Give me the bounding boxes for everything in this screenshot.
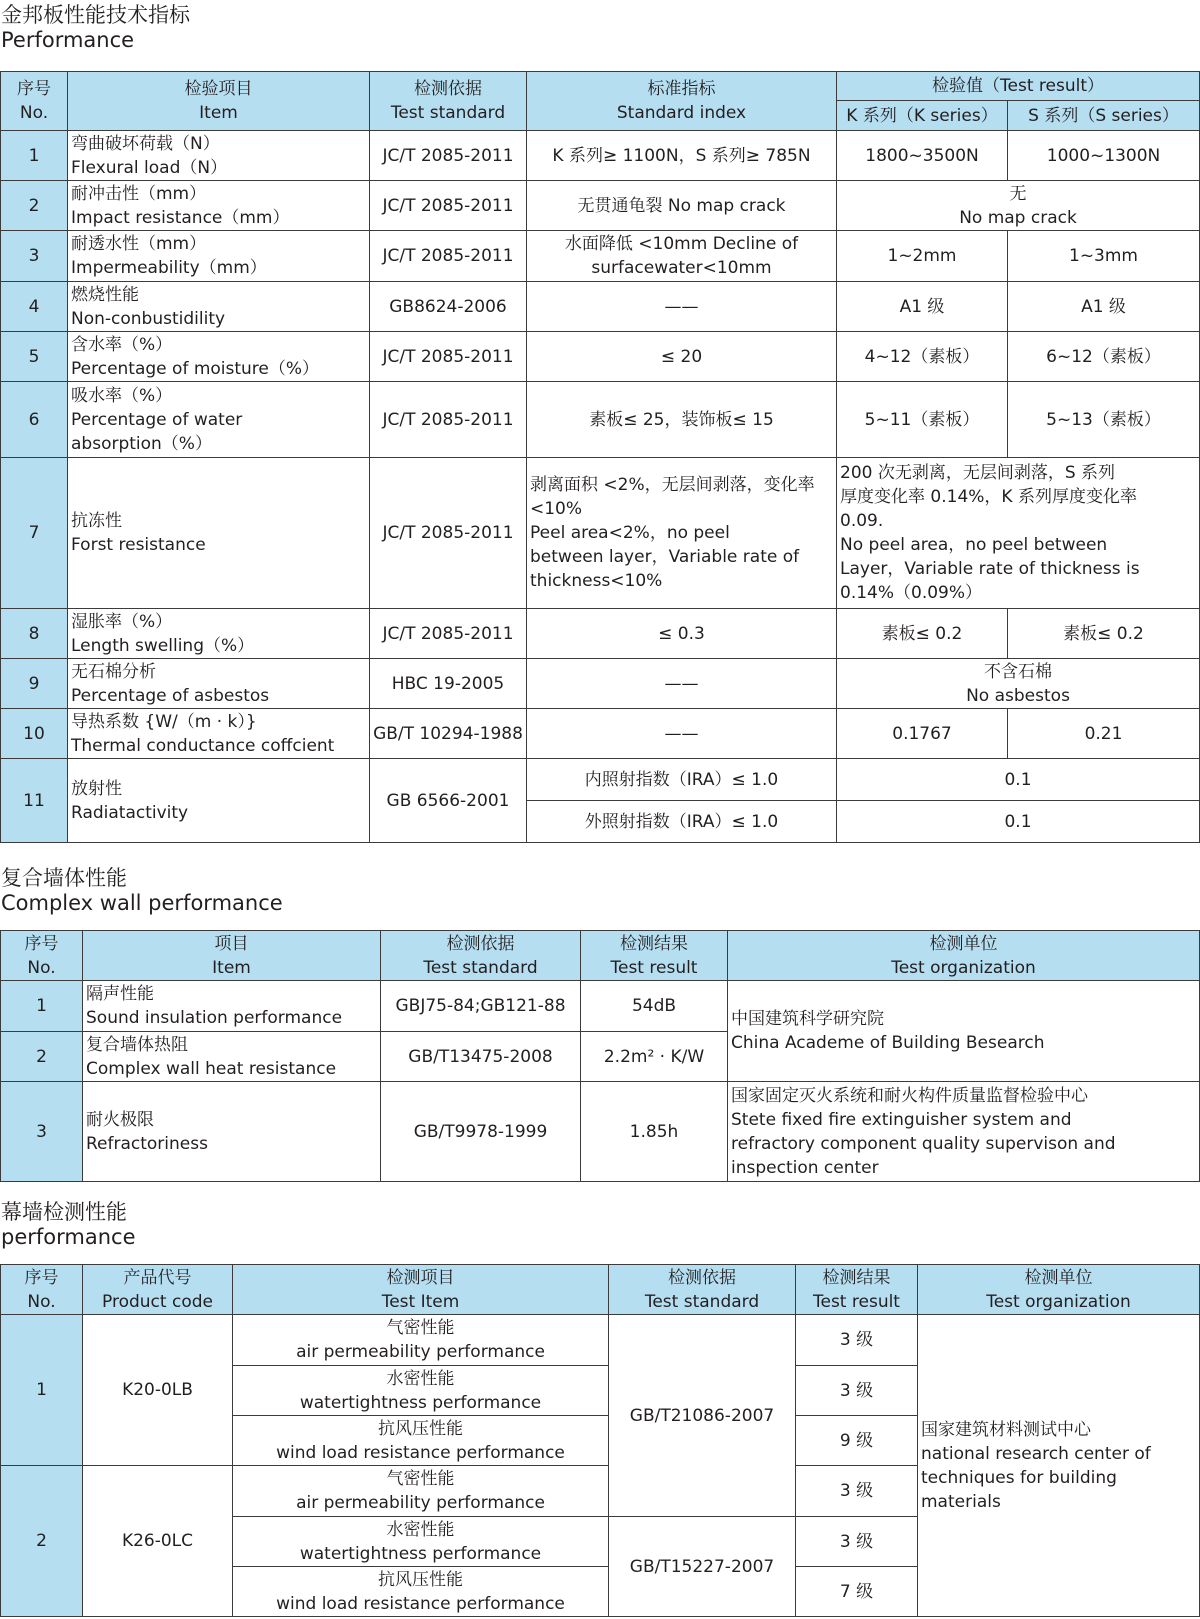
section-title-zh: 金邦板性能技术指标 — [1, 3, 190, 27]
header-index-en: Standard index — [616, 103, 747, 123]
row-item — [68, 332, 370, 382]
row-standard: JC/T 2085-2011 — [370, 458, 527, 609]
row-test-item — [233, 1366, 609, 1416]
header-standard-zh: 检测依据 — [414, 79, 482, 99]
header-org-zh: 检测单位 — [929, 933, 998, 954]
row-item — [68, 759, 370, 843]
row-item — [68, 382, 370, 458]
item-en: Complex wall heat resistance — [86, 1058, 337, 1079]
item-en: watertightness performance — [299, 1392, 542, 1413]
table-row — [1, 609, 1200, 659]
row-standard: JC/T 2085-2011 — [370, 332, 527, 382]
item-en: Percentage of asbestos — [71, 685, 270, 706]
row-no: 1 — [1, 981, 83, 1032]
row-index: 内照射指数（IRA）≤ 1.0 — [527, 759, 837, 801]
performance-table — [0, 71, 1200, 843]
header-item-en: Item — [199, 103, 238, 123]
result-line: 200 次无剥离，无层间剥落，S 系列 — [840, 463, 1116, 483]
item-en: Impact resistance（mm） — [71, 207, 290, 228]
row-merged-result — [837, 458, 1200, 609]
item-en: Radiatactivity — [71, 802, 189, 823]
header-result-zh: 检测结果 — [620, 933, 688, 954]
item-en: Refractoriness — [86, 1133, 208, 1154]
row-item — [83, 1082, 381, 1182]
header-result-zh: 检测结果 — [822, 1267, 891, 1288]
header-no — [1, 1265, 83, 1315]
complex-wall-table — [0, 930, 1200, 1182]
row-index: —— — [527, 659, 837, 709]
item-zh: 无石棉分析 — [71, 661, 156, 682]
header-org — [918, 1265, 1200, 1315]
item-zh: 耐透水性（mm） — [71, 234, 207, 254]
row-s-result: 5~13（素板） — [1008, 382, 1200, 458]
row-item — [83, 981, 381, 1032]
header-no-en: No. — [27, 1291, 56, 1312]
row-k-result: 4~12（素板） — [837, 332, 1008, 382]
header-org — [728, 931, 1200, 981]
row-result: 3 级 — [796, 1517, 918, 1567]
org-en: inspection center — [731, 1157, 879, 1178]
header-org-en: Test organization — [986, 1291, 1131, 1312]
result-line: 0.14%（0.09%） — [840, 583, 983, 603]
item-en: Impermeability（mm） — [71, 258, 267, 278]
header-code — [83, 1265, 233, 1315]
section-title-en: Complex wall performance — [1, 891, 283, 916]
item-zh: 耐火极限 — [86, 1109, 154, 1130]
item-en: Percentage of moisture（%） — [71, 358, 320, 379]
table-row — [1, 759, 1200, 801]
row-index — [527, 231, 837, 282]
row-index: K 系列≥ 1100N，S 系列≥ 785N — [527, 131, 837, 181]
header-item — [68, 72, 370, 131]
item-zh: 抗风压性能 — [378, 1418, 463, 1439]
row-standard: GBJ75-84;GB121-88 — [381, 981, 581, 1032]
index-line: 剥离面积 <2%，无层间剥落，变化率 — [530, 475, 815, 495]
row-item — [68, 458, 370, 609]
row-no: 10 — [1, 709, 68, 759]
result-zh: 无 — [1009, 183, 1027, 204]
item-zh: 水密性能 — [386, 1368, 455, 1389]
row-index: ≤ 20 — [527, 332, 837, 382]
row-k-result: 1800~3500N — [837, 131, 1008, 181]
section-title-en: performance — [1, 1225, 136, 1250]
item-zh: 水密性能 — [386, 1519, 455, 1540]
row-result: 54dB — [581, 981, 728, 1032]
row-no: 1 — [1, 131, 68, 181]
org-en: national research center of — [921, 1443, 1151, 1464]
row-merged-result — [837, 181, 1200, 231]
org-zh: 国家建筑材料测试中心 — [921, 1419, 1091, 1440]
header-standard-en: Test standard — [423, 957, 538, 978]
row-test-item — [233, 1567, 609, 1617]
row-k-result: 素板≤ 0.2 — [837, 609, 1008, 659]
item-zh: 抗冻性 — [71, 511, 122, 531]
item-zh: 抗风压性能 — [378, 1569, 463, 1590]
table-row — [1, 981, 1200, 1032]
curtain-wall-table — [0, 1264, 1200, 1617]
row-test-item — [233, 1517, 609, 1567]
item-en: Flexural load（N） — [71, 157, 228, 178]
org-en: Stete fixed fire extinguisher system and — [731, 1109, 1072, 1130]
org-en: refractory component quality supervison and — [731, 1133, 1116, 1154]
item-zh: 燃烧性能 — [71, 284, 139, 305]
result-line: No peel area，no peel between — [840, 535, 1108, 555]
header-org-en: Test organization — [891, 957, 1036, 978]
row-no: 7 — [1, 458, 68, 609]
row-result: 7 级 — [796, 1567, 918, 1617]
index-line: between layer，Variable rate of — [530, 547, 800, 567]
item-zh: 复合墙体热阻 — [86, 1034, 188, 1055]
item-en: Sound insulation performance — [86, 1008, 343, 1028]
header-result-en: Test result — [813, 1291, 900, 1312]
header-result — [796, 1265, 918, 1315]
index-line: <10% — [530, 499, 583, 519]
row-item — [68, 609, 370, 659]
header-no-zh: 序号 — [24, 1267, 59, 1288]
section-title-performance — [1, 3, 190, 53]
result-line: 0.09. — [840, 511, 884, 531]
row-test-item — [233, 1416, 609, 1466]
header-no-zh: 序号 — [17, 79, 51, 99]
org-en: materials — [921, 1491, 1001, 1512]
org-en: China Academe of Building Besearch — [731, 1033, 1045, 1053]
item-zh: 导热系数 {W/（m · k）} — [71, 711, 257, 732]
row-s-result: 素板≤ 0.2 — [1008, 609, 1200, 659]
index-line: 水面降低 <10mm Decline of — [564, 234, 799, 254]
org-en: techniques for building — [921, 1467, 1117, 1488]
item-en: Non-conbustidility — [71, 308, 226, 329]
item-en: Percentage of water — [71, 409, 243, 430]
header-no — [1, 931, 83, 981]
item-en: wind load resistance performance — [276, 1593, 565, 1614]
header-item — [83, 931, 381, 981]
section-title-zh: 复合墙体性能 — [1, 866, 127, 890]
section-title-curtain-wall — [1, 1200, 136, 1250]
row-standard: GB 6566-2001 — [370, 759, 527, 843]
row-standard: JC/T 2085-2011 — [370, 382, 527, 458]
header-code-en: Product code — [102, 1291, 213, 1312]
header-item-zh: 项目 — [214, 933, 249, 954]
header-item-zh: 检测项目 — [386, 1267, 455, 1288]
row-item — [68, 282, 370, 332]
row-no: 8 — [1, 609, 68, 659]
row-standard: GB/T15227-2007 — [609, 1517, 796, 1617]
row-standard: JC/T 2085-2011 — [370, 231, 527, 282]
row-no: 2 — [1, 1032, 83, 1082]
item-en: Length swelling（%） — [71, 635, 255, 656]
row-standard: JC/T 2085-2011 — [370, 131, 527, 181]
row-s-result: 1000~1300N — [1008, 131, 1200, 181]
table-row — [1, 458, 1200, 609]
row-org — [728, 981, 1200, 1082]
table-row — [1, 659, 1200, 709]
row-test-item — [233, 1466, 609, 1517]
row-result: 3 级 — [796, 1315, 918, 1366]
header-standard — [609, 1265, 796, 1315]
header-standard — [370, 72, 527, 131]
row-s-result: A1 级 — [1008, 282, 1200, 332]
header-index — [527, 72, 837, 131]
header-standard-en: Test standard — [390, 103, 506, 123]
row-item — [68, 231, 370, 282]
table-row — [1, 282, 1200, 332]
result-line: Layer，Variable rate of thickness is — [840, 559, 1140, 579]
row-s-result: 0.21 — [1008, 709, 1200, 759]
table-row — [1, 1082, 1200, 1182]
result-line: 厚度变化率 0.14%，K 系列厚度变化率 — [840, 487, 1137, 507]
row-test-item — [233, 1315, 609, 1366]
row-index — [527, 458, 837, 609]
row-standard: GB/T21086-2007 — [609, 1315, 796, 1517]
row-result: 3 级 — [796, 1466, 918, 1517]
index-line: thickness<10% — [530, 571, 663, 591]
section-title-complex-wall — [1, 866, 283, 916]
row-standard: GB/T9978-1999 — [381, 1082, 581, 1182]
row-s-result: 6~12（素板） — [1008, 332, 1200, 382]
result-en: No map crack — [959, 207, 1077, 228]
table-row — [1, 332, 1200, 382]
header-k-series: K 系列（K series） — [837, 101, 1008, 131]
row-org — [728, 1082, 1200, 1182]
row-result: 3 级 — [796, 1366, 918, 1416]
item-zh: 放射性 — [71, 778, 122, 799]
header-result: 检验值（Test result） — [837, 72, 1200, 101]
row-index: 无贯通龟裂 No map crack — [527, 181, 837, 231]
row-result: 9 级 — [796, 1416, 918, 1466]
header-item-en: Test Item — [381, 1291, 460, 1312]
row-merged-result: 0.1 — [837, 801, 1200, 843]
section-title-en: Performance — [1, 28, 135, 53]
table-row — [1, 231, 1200, 282]
org-zh: 中国建筑科学研究院 — [731, 1009, 884, 1029]
row-no: 3 — [1, 1082, 83, 1182]
table-row — [1, 131, 1200, 181]
header-item — [233, 1265, 609, 1315]
row-result: 2.2m² · K/W — [581, 1032, 728, 1082]
row-item — [68, 181, 370, 231]
row-no: 3 — [1, 231, 68, 282]
row-item — [68, 709, 370, 759]
index-line: surfacewater<10mm — [591, 258, 772, 278]
header-standard-zh: 检测依据 — [446, 933, 515, 954]
org-zh: 国家固定灭火系统和耐火构件质量监督检验中心 — [731, 1085, 1088, 1106]
header-code-zh: 产品代号 — [123, 1267, 192, 1288]
row-no: 9 — [1, 659, 68, 709]
row-standard: JC/T 2085-2011 — [370, 609, 527, 659]
header-standard-en: Test standard — [644, 1291, 760, 1312]
row-product-code: K20-0LB — [83, 1315, 233, 1466]
row-merged-result: 0.1 — [837, 759, 1200, 801]
row-no: 1 — [1, 1315, 83, 1466]
header-standard — [381, 931, 581, 981]
header-no-en: No. — [19, 103, 49, 123]
table-row — [1, 709, 1200, 759]
row-k-result: 1~2mm — [837, 231, 1008, 282]
header-no-zh: 序号 — [24, 933, 59, 954]
row-index: —— — [527, 282, 837, 332]
item-zh: 气密性能 — [386, 1469, 455, 1489]
header-result — [581, 931, 728, 981]
row-standard: GB/T13475-2008 — [381, 1032, 581, 1082]
item-zh: 吸水率（%） — [71, 385, 173, 406]
result-zh: 不含石棉 — [984, 661, 1052, 682]
header-s-series: S 系列（S series） — [1008, 101, 1200, 131]
item-zh: 弯曲破坏荷载（N） — [71, 133, 220, 154]
header-no-en: No. — [27, 957, 56, 978]
item-en: air permeability performance — [296, 1342, 545, 1362]
row-index: 外照射指数（IRA）≤ 1.0 — [527, 801, 837, 843]
row-product-code: K26-0LC — [83, 1466, 233, 1617]
header-no — [1, 72, 68, 131]
row-standard: GB/T 10294-1988 — [370, 709, 527, 759]
row-no: 4 — [1, 282, 68, 332]
table-row — [1, 181, 1200, 231]
item-en: Forst resistance — [71, 535, 206, 555]
row-k-result: 0.1767 — [837, 709, 1008, 759]
row-no: 6 — [1, 382, 68, 458]
item-zh: 气密性能 — [386, 1318, 455, 1338]
row-standard: GB8624-2006 — [370, 282, 527, 332]
row-item — [83, 1032, 381, 1082]
row-index: 素板≤ 25，装饰板≤ 15 — [527, 382, 837, 458]
row-k-result: A1 级 — [837, 282, 1008, 332]
row-index: —— — [527, 709, 837, 759]
row-standard: HBC 19-2005 — [370, 659, 527, 709]
index-line: Peel area<2%，no peel — [530, 523, 730, 543]
header-org-zh: 检测单位 — [1024, 1267, 1093, 1288]
result-en: No asbestos — [966, 685, 1070, 706]
row-item — [68, 659, 370, 709]
item-en: wind load resistance performance — [276, 1442, 565, 1463]
item-en: absorption（%） — [71, 433, 212, 454]
item-en: air permeability performance — [296, 1493, 545, 1513]
row-no: 2 — [1, 1466, 83, 1617]
item-en: Thermal conductance coffcient — [71, 735, 335, 756]
row-standard: JC/T 2085-2011 — [370, 181, 527, 231]
table-row — [1, 382, 1200, 458]
header-result-en: Test result — [610, 957, 698, 978]
row-index: ≤ 0.3 — [527, 609, 837, 659]
row-merged-result — [837, 659, 1200, 709]
item-zh: 耐冲击性（mm） — [71, 183, 207, 204]
item-en: watertightness performance — [299, 1543, 542, 1564]
header-standard-zh: 检测依据 — [668, 1267, 736, 1288]
row-org — [918, 1315, 1200, 1617]
row-no: 5 — [1, 332, 68, 382]
row-k-result: 5~11（素板） — [837, 382, 1008, 458]
header-item-en: Item — [212, 957, 251, 978]
row-no: 11 — [1, 759, 68, 843]
row-no: 2 — [1, 181, 68, 231]
item-zh: 隔声性能 — [86, 984, 154, 1004]
row-s-result: 1~3mm — [1008, 231, 1200, 282]
header-index-zh: 标准指标 — [647, 79, 716, 99]
header-item-zh: 检验项目 — [184, 79, 253, 99]
section-title-zh: 幕墙检测性能 — [1, 1200, 127, 1224]
row-result: 1.85h — [581, 1082, 728, 1182]
item-zh: 含水率（%） — [71, 334, 173, 355]
row-item — [68, 131, 370, 181]
item-zh: 湿胀率（%） — [71, 611, 173, 632]
table-row — [1, 1315, 1200, 1366]
